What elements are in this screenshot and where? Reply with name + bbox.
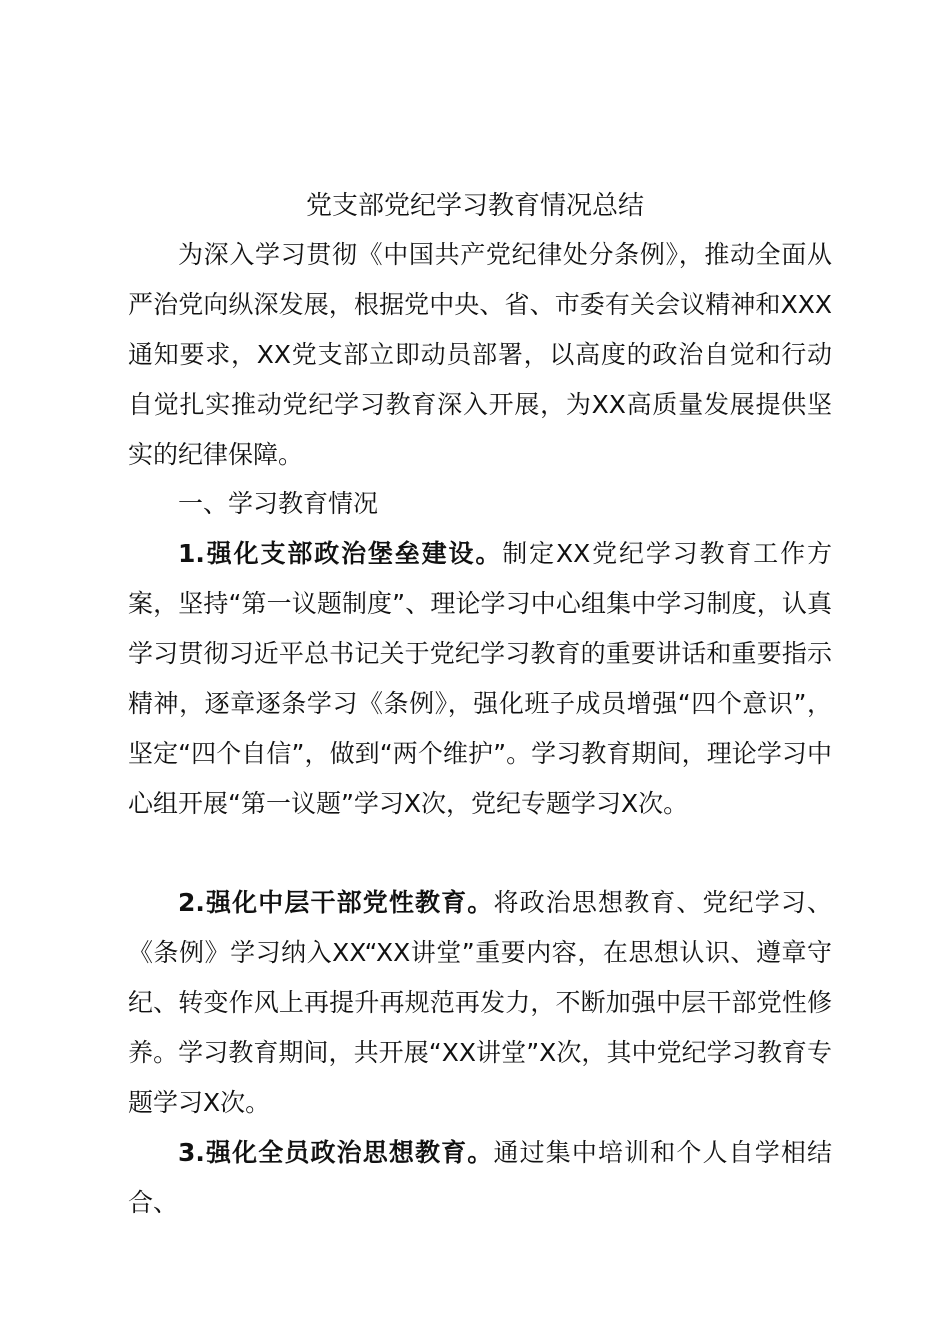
document-title: 党支部党纪学习教育情况总结 — [305, 191, 644, 221]
section-heading: 一、学习教育情况 — [178, 489, 379, 518]
item-paragraph-1 — [128, 529, 832, 829]
item-text-1: 制定XX党纪学习教育工作方案，坚持“第一议题制度”、理论学习中心组集中学习制度，认真学习贯彻习近平总书记关于党纪学习教育的重要讲话和重要指示精神，逐章逐条学习《条例》，强化班子成员增强“四个意识”，坚定“四个自信”，做到“两个维护”。学习教育期间，理论学习中心组开展“第一议题”学习X次，党纪专题学习X次。 — [128, 539, 832, 818]
item-text-2: 将政治思想教育、党纪学习、《条例》学习纳入XX“XX讲堂”重要内容，在思想认识、遵章守纪、转变作风上再提升再规范再发力，不断加强中层干部党性修养。学习教育期间，共开展“XX讲堂”X次，其中党纪学习教育专题学习X次。 — [128, 888, 832, 1117]
item-text-3: 通过集中培训和个人自学相结合、 — [128, 1138, 832, 1217]
item-lead-1: 1.强化支部政治堡垒建设。 — [178, 539, 503, 568]
intro-paragraph: 为深入学习贯彻《中国共产党纪律处分条例》，推动全面从严治党向纵深发展，根据党中央、省、市委有关会议精神和XXX通知要求，XX党支部立即动员部署，以高度的政治自觉和行动自觉扎实推动党纪学习教育深入开展，为XX高质量发展提供坚实的纪律保障。 — [128, 240, 832, 469]
item-lead-2: 2.强化中层干部党性教育。 — [178, 888, 494, 917]
item-paragraph-2 — [128, 878, 832, 1128]
item-lead-3: 3.强化全员政治思想教育。 — [178, 1138, 494, 1167]
item-paragraph-3 — [128, 1128, 832, 1228]
